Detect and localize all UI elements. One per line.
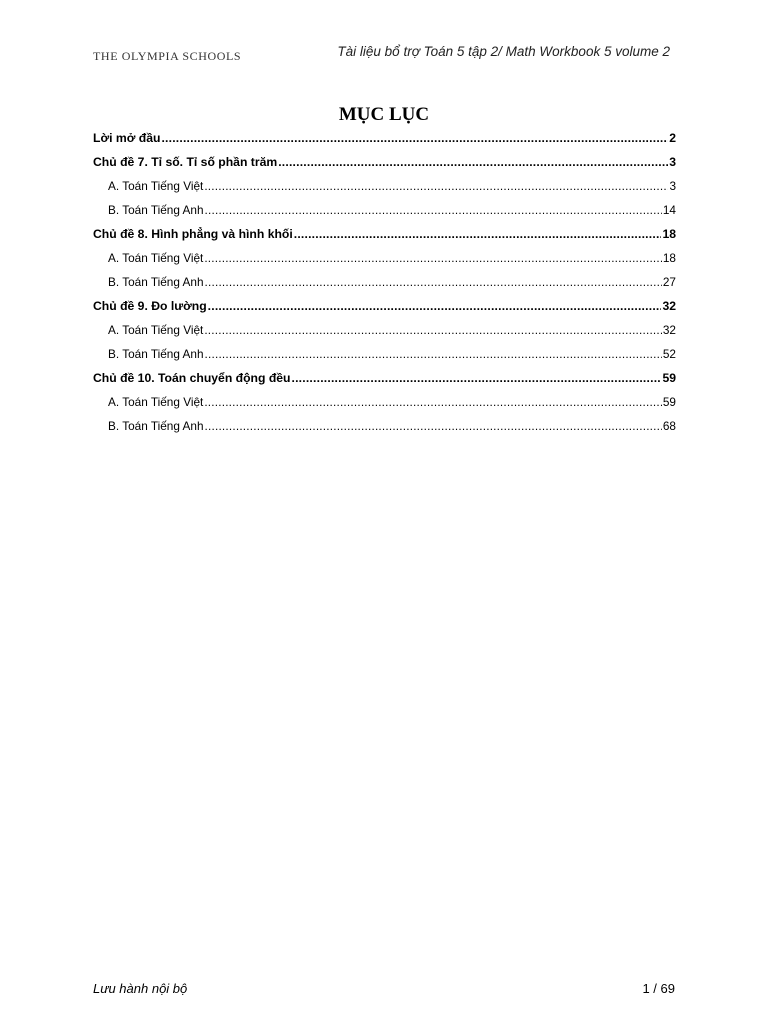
table-of-contents	[93, 126, 676, 438]
toc-entry-page: 2	[669, 131, 676, 145]
footer-note: Lưu hành nội bộ	[93, 981, 188, 996]
toc-leader-dots	[204, 174, 668, 198]
toc-entry[interactable]	[93, 126, 676, 150]
toc-entry-label: B. Toán Tiếng Anh	[108, 347, 204, 361]
toc-leader-dots	[294, 222, 662, 246]
toc-subentry[interactable]	[93, 174, 676, 198]
toc-entry-label: Chủ đề 9. Đo lường	[93, 299, 207, 313]
school-name: THE OLYMPIA SCHOOLS	[93, 49, 242, 63]
toc-entry-label: Chủ đề 10. Toán chuyển động đều	[93, 371, 291, 385]
toc-leader-dots	[161, 126, 668, 150]
toc-subentry[interactable]	[93, 318, 676, 342]
document-title: Tài liệu bổ trợ Toán 5 tập 2/ Math Workbook 5 volume 2	[337, 44, 670, 59]
toc-entry-label: Chủ đề 8. Hình phẳng và hình khối	[93, 227, 293, 241]
toc-leader-dots	[204, 390, 662, 414]
toc-entry-page: 32	[662, 323, 676, 337]
toc-title: MỤC LỤC	[338, 104, 430, 125]
toc-leader-dots	[205, 198, 662, 222]
toc-entry-label: B. Toán Tiếng Anh	[108, 275, 204, 289]
toc-entry-page: 59	[662, 395, 676, 409]
toc-leader-dots	[204, 318, 662, 342]
toc-entry-label: A. Toán Tiếng Việt	[108, 395, 204, 409]
page-indicator: 1 / 69	[642, 981, 675, 996]
toc-leader-dots	[205, 414, 662, 438]
toc-leader-dots	[205, 342, 662, 366]
toc-entry-page: 18	[662, 227, 676, 241]
toc-subentry[interactable]	[93, 342, 676, 366]
toc-entry-page: 3	[669, 155, 676, 169]
toc-entry-page: 52	[662, 347, 676, 361]
toc-leader-dots	[204, 246, 662, 270]
toc-entry-page: 32	[662, 299, 676, 313]
toc-leader-dots	[278, 150, 668, 174]
toc-entry-page: 14	[662, 203, 676, 217]
toc-entry-label: Lời mở đầu	[93, 131, 161, 145]
toc-entry-label: A. Toán Tiếng Việt	[108, 323, 204, 337]
toc-entry[interactable]	[93, 294, 676, 318]
toc-subentry[interactable]	[93, 198, 676, 222]
toc-subentry[interactable]	[93, 246, 676, 270]
toc-entry-page: 68	[662, 419, 676, 433]
toc-leader-dots	[208, 294, 662, 318]
toc-subentry[interactable]	[93, 414, 676, 438]
toc-subentry[interactable]	[93, 270, 676, 294]
toc-entry[interactable]	[93, 150, 676, 174]
toc-entry-label: A. Toán Tiếng Việt	[108, 179, 204, 193]
toc-entry-page: 18	[662, 251, 676, 265]
toc-entry-page: 27	[662, 275, 676, 289]
toc-subentry[interactable]	[93, 390, 676, 414]
toc-entry-label: A. Toán Tiếng Việt	[108, 251, 204, 265]
toc-entry-page: 59	[662, 371, 676, 385]
toc-entry[interactable]	[93, 222, 676, 246]
toc-entry[interactable]	[93, 366, 676, 390]
toc-leader-dots	[292, 366, 662, 390]
toc-entry-label: B. Toán Tiếng Anh	[108, 419, 204, 433]
toc-entry-page: 3	[669, 179, 676, 193]
toc-leader-dots	[205, 270, 662, 294]
toc-entry-label: Chủ đề 7. Tỉ số. Tỉ số phần trăm	[93, 155, 278, 169]
toc-entry-label: B. Toán Tiếng Anh	[108, 203, 204, 217]
